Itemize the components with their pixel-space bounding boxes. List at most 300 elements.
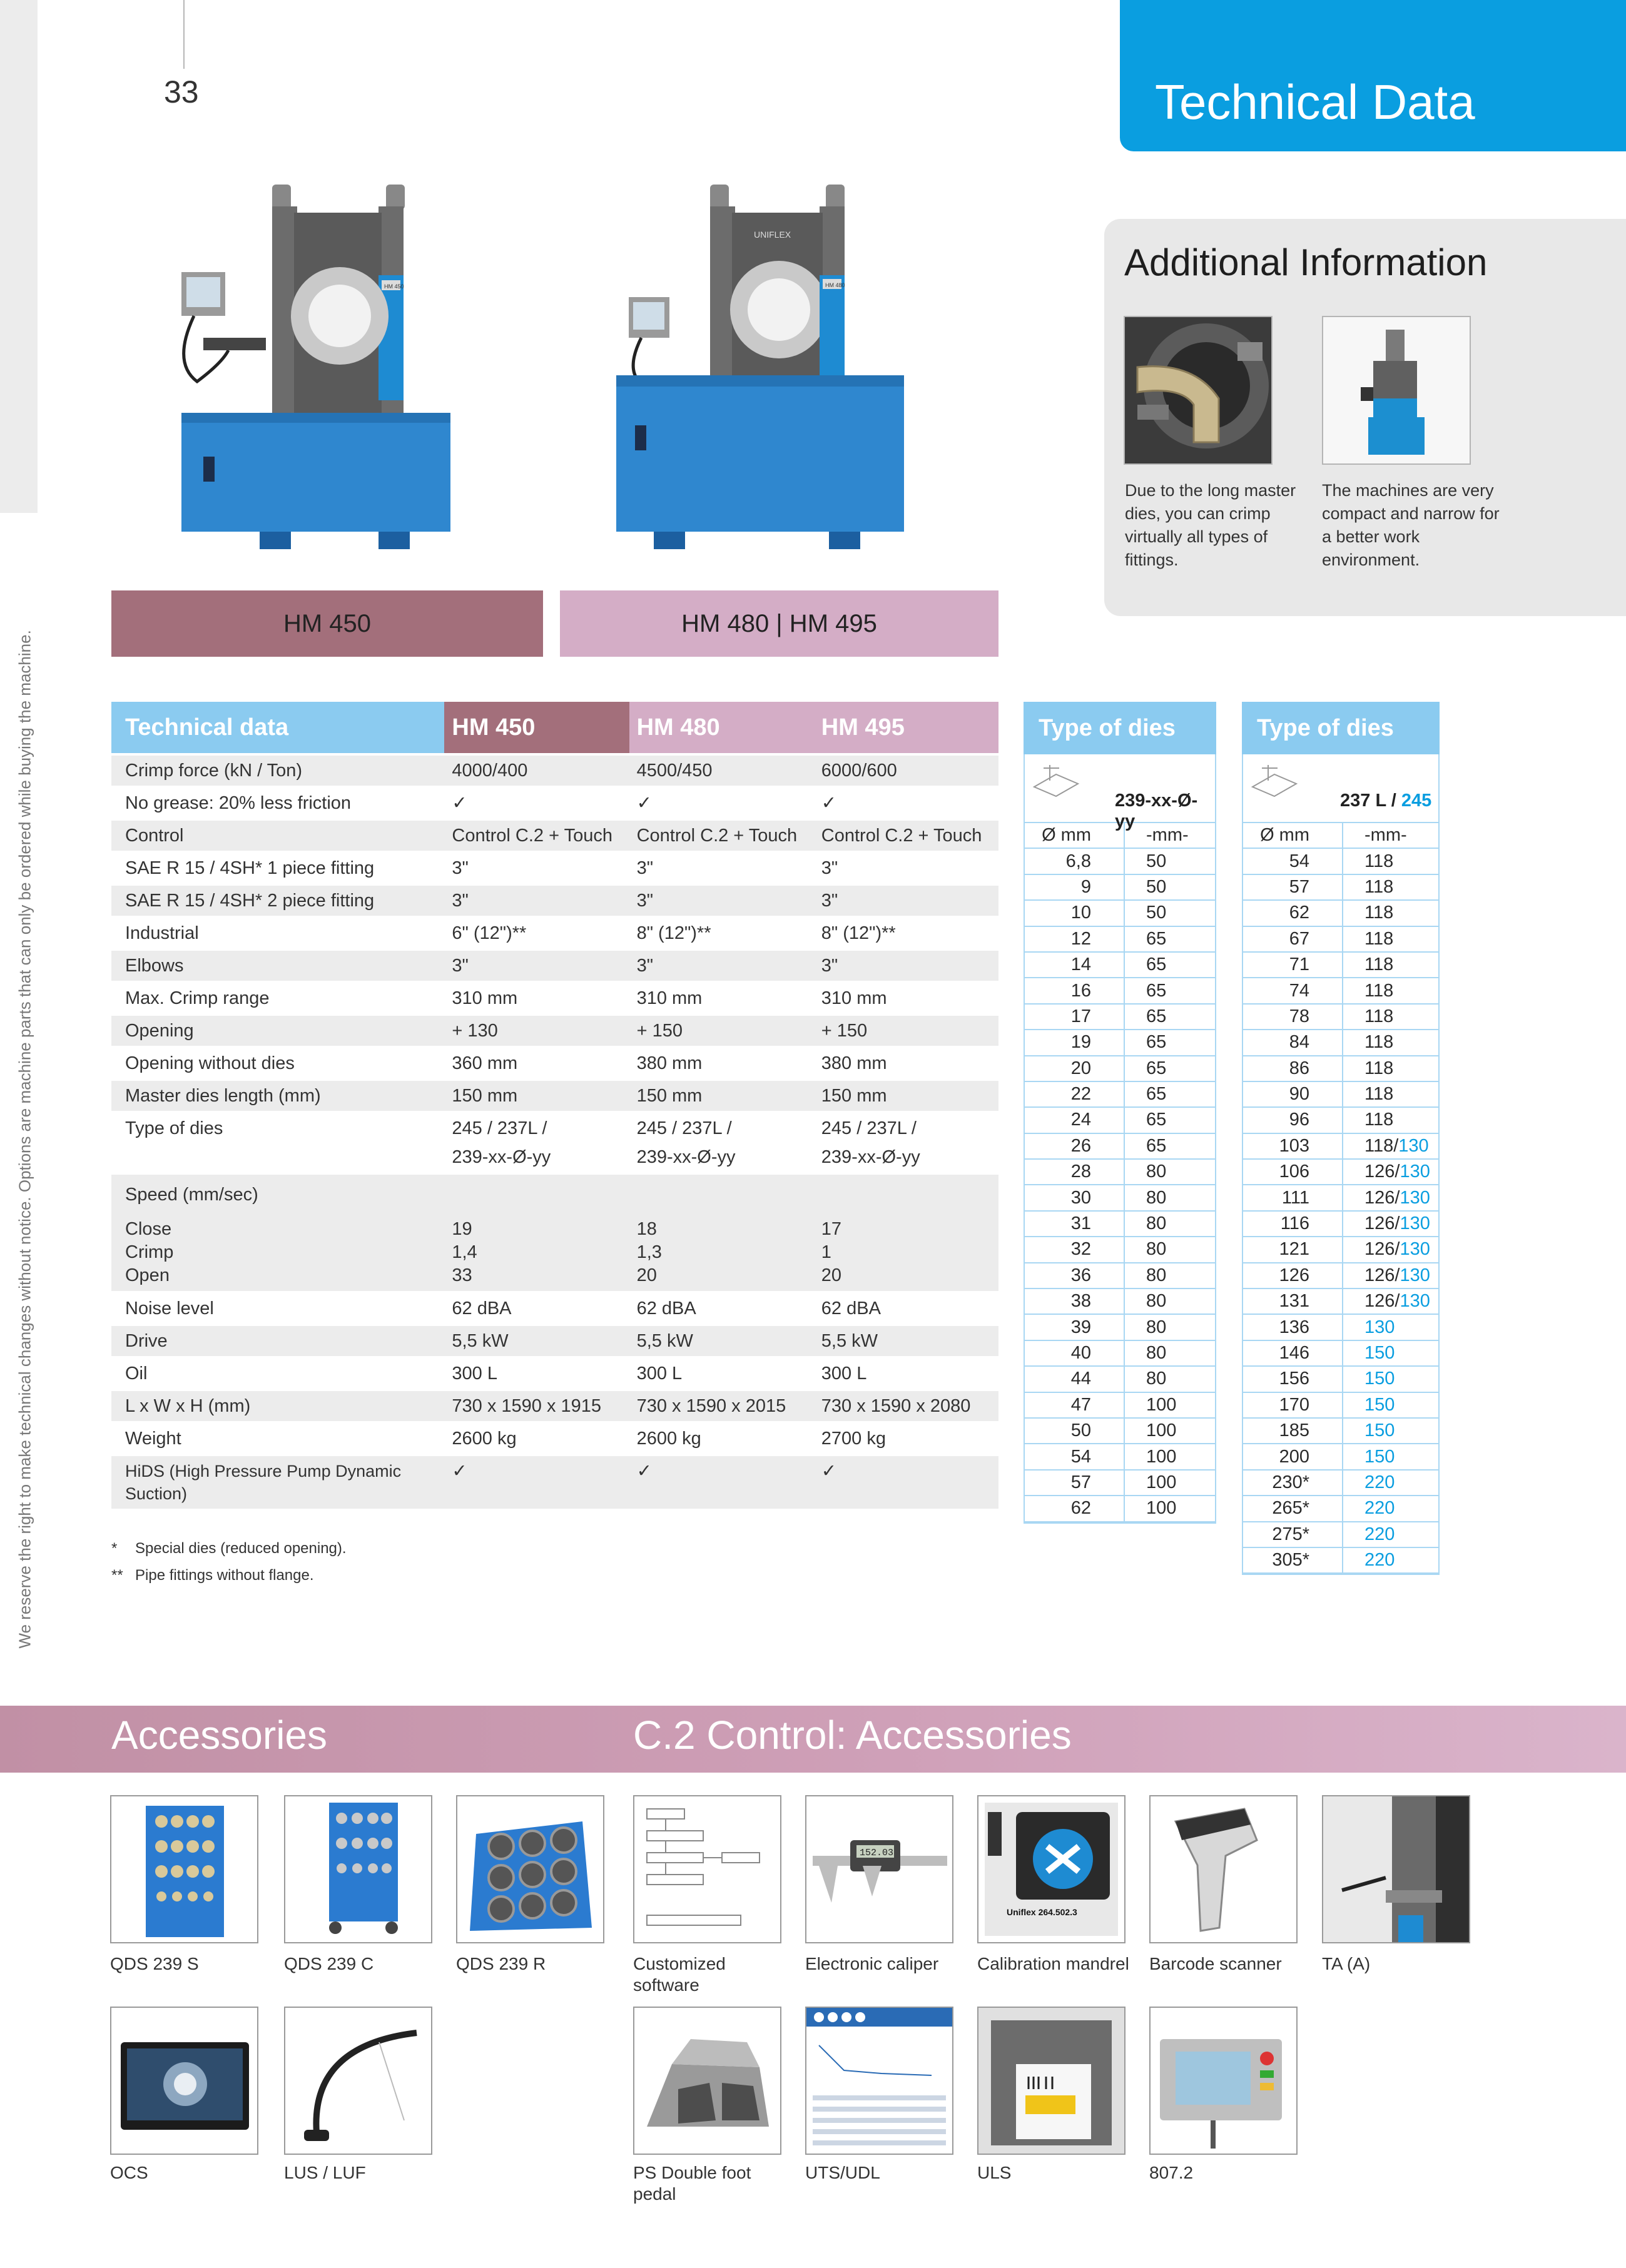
dies-length-237l: 118	[1364, 928, 1394, 949]
dies-line1: 245 / 237L /	[452, 1118, 547, 1138]
dies-length: 80	[1146, 1187, 1167, 1208]
dies-diameter: 32	[1025, 1237, 1125, 1262]
accessory-label: QDS 239 S	[110, 1954, 199, 1973]
dies-diameter: 106	[1243, 1160, 1343, 1184]
tool-arm-icon	[1322, 1795, 1470, 1943]
dies-length	[1343, 1393, 1438, 1417]
dies-row	[1243, 875, 1438, 901]
dies-length: 65	[1146, 1032, 1167, 1053]
row-label: Elbows	[111, 949, 444, 982]
dies-diameter: 20	[1025, 1056, 1125, 1081]
calibration-caption: Uniflex 264.502.3	[1007, 1907, 1077, 1917]
table-row-dies	[111, 1112, 998, 1173]
dies-code-b: 245	[1401, 791, 1432, 811]
dies-col2: -mm-	[1364, 825, 1407, 846]
dies-length	[1343, 1134, 1438, 1158]
row-label: Oil	[111, 1357, 444, 1390]
row-value	[444, 1173, 629, 1292]
dies-length: 100	[1146, 1446, 1177, 1467]
dies-length: 80	[1146, 1265, 1167, 1285]
dies-length	[1343, 1522, 1438, 1547]
dies-length-separator: /	[1393, 1135, 1399, 1156]
table-row	[111, 754, 998, 787]
dies-length-245: 130	[1400, 1239, 1430, 1260]
table-row	[111, 1325, 998, 1357]
row-value: 310 mm	[444, 982, 629, 1015]
dies-length	[1343, 1082, 1438, 1106]
dies-diameter: 136	[1243, 1315, 1343, 1339]
dies-diameter: 30	[1025, 1185, 1125, 1210]
dies-table-239	[1024, 702, 1216, 1524]
dies-diameter: 156	[1243, 1367, 1343, 1391]
control-panel-icon	[1149, 2007, 1298, 2155]
dies-row	[1243, 927, 1438, 953]
row-value: 300 L	[444, 1357, 629, 1390]
accessory-label: Barcode scanner	[1149, 1954, 1282, 1973]
table-row	[111, 787, 998, 819]
hm480-panel-label: HM 480	[825, 282, 845, 288]
table-row	[111, 982, 998, 1015]
row-value: 150 mm	[814, 1080, 998, 1112]
chart-software-icon	[805, 2007, 953, 2155]
dies-row	[1243, 978, 1438, 1004]
dies-length	[1343, 1056, 1438, 1081]
accessory-item-calibration-mandrel[interactable]	[977, 1795, 1134, 1975]
accessory-item-uts-udl[interactable]	[805, 2007, 962, 2184]
table-row	[111, 1292, 998, 1325]
dies-length	[1343, 978, 1438, 1003]
dies-length-237l: 126	[1364, 1187, 1395, 1208]
row-label: Control	[111, 819, 444, 852]
dies-line2: 239-xx-Ø-yy	[821, 1147, 920, 1167]
row-value	[444, 1112, 629, 1173]
row-value: Control C.2 + Touch	[444, 819, 629, 852]
dies-length-245: 220	[1364, 1524, 1395, 1544]
dies-row	[1025, 1315, 1215, 1340]
row-value: 3"	[444, 884, 629, 917]
table-row-speed	[111, 1173, 998, 1292]
header-hm480: HM 480	[629, 702, 814, 754]
hm450-label-bar	[111, 590, 543, 657]
dies-diameter: 185	[1243, 1419, 1343, 1443]
accessory-label: QDS 239 R	[456, 1954, 546, 1973]
header-technical-data: Technical data	[111, 702, 444, 754]
dies-row	[1025, 1367, 1215, 1392]
dies-row	[1243, 1082, 1438, 1108]
row-value: Control C.2 + Touch	[629, 819, 814, 852]
dies-length: 100	[1146, 1420, 1177, 1441]
row-value: 62 dBA	[629, 1292, 814, 1325]
dies-row	[1025, 1185, 1215, 1211]
dies-row	[1243, 1160, 1438, 1185]
dies-length	[1343, 849, 1438, 873]
row-value: 3"	[814, 949, 998, 982]
dies-diameter: 275*	[1243, 1522, 1343, 1547]
dies-length: 50	[1146, 851, 1167, 871]
die-drawing-icon	[1249, 762, 1299, 806]
dies-length	[1343, 1108, 1438, 1132]
hm450-label: HM 450	[283, 609, 372, 637]
dies-length-245: 220	[1364, 1550, 1395, 1571]
dies-code-a: 237 L	[1340, 791, 1386, 811]
barcode-scanner-icon	[1149, 1795, 1298, 1943]
dies-length-237l: 118	[1364, 903, 1394, 923]
dies-length	[1343, 1289, 1438, 1314]
speed-sub-label: Close	[125, 1219, 172, 1239]
dies-length	[1343, 1367, 1438, 1391]
dies-row	[1025, 1056, 1215, 1082]
accessory-label: UTS/UDL	[805, 2163, 880, 2182]
info-text-1: Due to the long master dies, you can crimp virtually all types of fittings.	[1125, 481, 1296, 569]
table-row	[111, 1390, 998, 1422]
dies-diameter: 71	[1243, 953, 1343, 977]
dies-diameter: 31	[1025, 1212, 1125, 1236]
dies-length	[1343, 1030, 1438, 1055]
header-hm450: HM 450	[444, 702, 629, 754]
row-label: Drive	[111, 1325, 444, 1357]
accessory-label: Calibration mandrel	[977, 1954, 1129, 1973]
dies-length: 100	[1146, 1394, 1177, 1415]
dies-row	[1025, 901, 1215, 926]
dies-length: 80	[1146, 1317, 1167, 1337]
row-value: ✓	[814, 787, 998, 819]
dies-diameter: 111	[1243, 1185, 1343, 1210]
dies-row	[1025, 1444, 1215, 1470]
row-label: Max. Crimp range	[111, 982, 444, 1015]
dies-diameter: 230*	[1243, 1471, 1343, 1495]
dies-diameter: 131	[1243, 1289, 1343, 1314]
dies-length-237l: 118	[1364, 954, 1394, 975]
row-value	[814, 1112, 998, 1173]
row-value: 380 mm	[629, 1047, 814, 1080]
dies-row	[1025, 849, 1215, 874]
row-value: 3"	[444, 949, 629, 982]
dies-length	[1343, 953, 1438, 977]
technical-data-banner	[1120, 0, 1626, 151]
speed-value: 19	[452, 1219, 472, 1239]
dies-row	[1243, 849, 1438, 874]
dies-diameter: 39	[1025, 1315, 1125, 1339]
accessory-item-807-2[interactable]	[1149, 2007, 1306, 2184]
dies-row	[1243, 1108, 1438, 1133]
row-value: 310 mm	[629, 982, 814, 1015]
dies-row	[1025, 1393, 1215, 1419]
dies-length-245: 150	[1364, 1420, 1395, 1441]
row-label: SAE R 15 / 4SH* 1 piece fitting	[111, 852, 444, 884]
row-value: 3"	[629, 884, 814, 917]
dies-length-237l: 118	[1364, 851, 1394, 871]
dies-diameter: 12	[1025, 927, 1125, 951]
table-row	[111, 1047, 998, 1080]
dies-length: 65	[1146, 954, 1167, 975]
dies-row	[1243, 1263, 1438, 1289]
row-value: 730 x 1590 x 2015	[629, 1390, 814, 1422]
dies-row	[1243, 1496, 1438, 1522]
dies-row	[1025, 1263, 1215, 1289]
accessory-item-uls[interactable]	[977, 2007, 1134, 2184]
accessory-label: 807.2	[1149, 2163, 1194, 2182]
dies-length-245: 150	[1364, 1446, 1395, 1467]
dies-diameter: 57	[1025, 1471, 1125, 1495]
row-value: 2700 kg	[814, 1422, 998, 1455]
left-margin-strip	[0, 0, 38, 513]
accessory-item-ta-a[interactable]	[1322, 1795, 1478, 1975]
dies-row	[1243, 1056, 1438, 1082]
row-value: 3"	[814, 852, 998, 884]
table-row	[111, 1455, 998, 1509]
dies-diameter: 103	[1243, 1134, 1343, 1158]
row-label: HiDS (High Pressure Pump Dynamic Suction)	[111, 1455, 444, 1509]
dies-header-row	[1243, 823, 1438, 849]
dies-length-237l: 126	[1364, 1265, 1395, 1285]
dies-length-245: 130	[1400, 1187, 1430, 1208]
dies-diameter: 28	[1025, 1160, 1125, 1184]
dies-length-245: 150	[1364, 1369, 1395, 1389]
row-value: 360 mm	[444, 1047, 629, 1080]
dies-length-237l: 126	[1364, 1213, 1395, 1234]
dies-length-separator: /	[1395, 1291, 1400, 1312]
dies-grid	[1024, 823, 1216, 1524]
dies-length: 65	[1146, 1110, 1167, 1130]
dies-length-245: 130	[1400, 1162, 1430, 1182]
row-label: SAE R 15 / 4SH* 2 piece fitting	[111, 884, 444, 917]
accessory-item-barcode-scanner[interactable]	[1149, 1795, 1306, 1975]
accessory-label: QDS 239 C	[284, 1954, 374, 1973]
dies-row	[1025, 1108, 1215, 1133]
dies-row	[1025, 1005, 1215, 1030]
dies-row	[1243, 1315, 1438, 1340]
accessory-item-qds239s[interactable]	[110, 1795, 267, 1975]
dies-row	[1243, 1471, 1438, 1496]
table-row	[111, 1357, 998, 1390]
row-value: 62 dBA	[814, 1292, 998, 1325]
dies-length-separator: /	[1395, 1162, 1400, 1182]
dies-diameter: 54	[1025, 1444, 1125, 1469]
camera-monitor-icon	[110, 2007, 258, 2155]
dies-length-237l: 118	[1364, 1006, 1394, 1026]
row-value: 2600 kg	[444, 1422, 629, 1455]
dies-row	[1243, 1548, 1438, 1574]
dies-table-header: Type of dies	[1024, 702, 1216, 754]
dies-row	[1243, 1341, 1438, 1367]
dies-length: 80	[1146, 1369, 1167, 1389]
speed-value: 33	[452, 1265, 472, 1285]
row-label: Industrial	[111, 917, 444, 949]
speed-value: 1	[821, 1242, 831, 1262]
dies-code: 239-xx-Ø-yy	[1115, 791, 1198, 831]
accessory-item-electronic-caliper[interactable]	[805, 1795, 962, 1975]
row-value: 5,5 kW	[444, 1325, 629, 1357]
row-value: Control C.2 + Touch	[814, 819, 998, 852]
dies-diameter: 116	[1243, 1212, 1343, 1236]
dies-length: 50	[1146, 903, 1167, 923]
accessory-item-qds239r[interactable]	[456, 1795, 612, 1975]
accessory-item-lus-luf[interactable]	[284, 2007, 440, 2184]
row-label: L x W x H (mm)	[111, 1390, 444, 1422]
dies-row	[1025, 1030, 1215, 1056]
accessory-label: Customized software	[633, 1954, 726, 1995]
row-value: 4500/450	[629, 754, 814, 787]
hm480-hm495-label-bar	[560, 590, 998, 657]
dies-diameter: 57	[1243, 875, 1343, 899]
footnote-text: Pipe fittings without flange.	[135, 1567, 314, 1584]
hm480-machine-image	[604, 175, 917, 569]
dies-row	[1243, 1367, 1438, 1392]
row-value: ✓	[444, 1455, 629, 1509]
table-row	[111, 917, 998, 949]
dies-diameter: 146	[1243, 1341, 1343, 1365]
dies-table-header: Type of dies	[1242, 702, 1440, 754]
dies-length-245: 150	[1364, 1343, 1395, 1363]
accessory-item-qds239c[interactable]	[284, 1795, 440, 1975]
dies-diameter: 126	[1243, 1263, 1343, 1288]
table-row	[111, 852, 998, 884]
speed-value: 17	[821, 1219, 842, 1239]
footnote-1	[111, 1540, 347, 1557]
technical-data-table	[111, 702, 998, 1509]
header-hm495: HM 495	[814, 702, 998, 754]
side-note: We reserve the right to make technical changes without notice. Options are machine parts that can only be ordered while buying the machine.	[15, 630, 34, 1649]
dies-length-237l: 118	[1364, 1058, 1394, 1078]
caliper-readout: 152.03	[860, 1848, 894, 1858]
hm450-panel-label: HM 450	[384, 283, 404, 290]
hm480-brand-label: UNIFLEX	[754, 230, 791, 240]
dies-length-245: 130	[1400, 1291, 1430, 1312]
dies-length: 80	[1146, 1213, 1167, 1234]
dies-length: 100	[1146, 1472, 1177, 1492]
row-value: 8" (12")**	[814, 917, 998, 949]
accessory-label: LUS / LUF	[284, 2163, 366, 2182]
dies-row	[1243, 1419, 1438, 1444]
dies-length	[1343, 1419, 1438, 1443]
dies-row	[1243, 953, 1438, 978]
dies-length-245: 130	[1398, 1135, 1429, 1156]
row-value: 4000/400	[444, 754, 629, 787]
dies-line1: 245 / 237L /	[821, 1118, 917, 1138]
dies-code-cell	[1242, 754, 1440, 823]
dies-row	[1025, 1289, 1215, 1315]
table-row	[111, 1422, 998, 1455]
row-label: Opening	[111, 1015, 444, 1047]
dies-row	[1025, 953, 1215, 978]
dies-diameter: 200	[1243, 1444, 1343, 1469]
dies-row	[1243, 1030, 1438, 1056]
dies-length	[1343, 1212, 1438, 1236]
dies-length	[1343, 1341, 1438, 1365]
page-number: 33	[164, 74, 199, 109]
dies-diameter: 121	[1243, 1237, 1343, 1262]
row-value: 310 mm	[814, 982, 998, 1015]
c2-accessories-title: C.2 Control: Accessories	[633, 1713, 1072, 1758]
row-value: 730 x 1590 x 2080	[814, 1390, 998, 1422]
row-label	[111, 1173, 444, 1292]
table-row	[111, 949, 998, 982]
dies-diameter: 170	[1243, 1393, 1343, 1417]
dies-diameter: 26	[1025, 1134, 1125, 1158]
caliper-icon	[805, 1795, 953, 1943]
dies-length: 80	[1146, 1343, 1167, 1363]
dies-length: 65	[1146, 980, 1167, 1001]
dies-length-245: 130	[1400, 1265, 1430, 1285]
row-label: Opening without dies	[111, 1047, 444, 1080]
dies-diameter: 40	[1025, 1341, 1125, 1365]
row-value: 300 L	[629, 1357, 814, 1390]
row-label: Type of dies	[111, 1112, 444, 1173]
row-value: 6" (12")**	[444, 917, 629, 949]
dies-row	[1243, 1005, 1438, 1030]
dies-length-245: 130	[1364, 1317, 1395, 1337]
table-row	[111, 1015, 998, 1047]
row-label: Crimp force (kN / Ton)	[111, 754, 444, 787]
row-value: ✓	[629, 787, 814, 819]
dies-length-237l: 118	[1364, 980, 1394, 1001]
dies-col1: Ø mm	[1243, 823, 1343, 848]
dies-diameter: 54	[1243, 849, 1343, 873]
dies-diameter: 84	[1243, 1030, 1343, 1055]
accessory-item-ocs[interactable]	[110, 2007, 267, 2184]
dies-length	[1343, 927, 1438, 951]
row-label: Noise level	[111, 1292, 444, 1325]
accessory-label: TA (A)	[1322, 1954, 1371, 1973]
dies-length	[1343, 1548, 1438, 1572]
dies-row	[1243, 1212, 1438, 1237]
dies-table-237-245	[1242, 702, 1440, 1575]
mandrel-icon	[977, 1795, 1125, 1943]
dies-diameter: 44	[1025, 1367, 1125, 1391]
accessory-item-ps-double-foot-pedal[interactable]	[633, 2007, 790, 2205]
dies-length: 50	[1146, 876, 1167, 897]
hm480-hm495-label: HM 480 | HM 495	[681, 609, 877, 637]
dies-length	[1343, 1444, 1438, 1469]
dies-diameter: 62	[1243, 901, 1343, 925]
die-storage-rack-icon	[110, 1795, 258, 1943]
die-rack-icon	[456, 1795, 604, 1943]
dies-row	[1025, 1341, 1215, 1367]
row-value: 380 mm	[814, 1047, 998, 1080]
dies-line2: 239-xx-Ø-yy	[636, 1147, 736, 1167]
dies-length-separator: /	[1395, 1265, 1400, 1285]
table-row	[111, 819, 998, 852]
dies-row	[1025, 1237, 1215, 1263]
dies-diameter: 90	[1243, 1082, 1343, 1106]
dies-length-237l: 126	[1364, 1162, 1395, 1182]
row-label: Weight	[111, 1422, 444, 1455]
row-value: 5,5 kW	[814, 1325, 998, 1357]
dies-length: 80	[1146, 1291, 1167, 1312]
dies-code-sep: /	[1386, 791, 1401, 811]
software-flowchart-icon	[633, 1795, 781, 1943]
footnote-text: Special dies (reduced opening).	[135, 1540, 347, 1557]
speed-value: 1,4	[452, 1242, 477, 1262]
accessory-item-customized-software[interactable]	[633, 1795, 790, 1996]
dies-length: 80	[1146, 1239, 1167, 1260]
row-value: 3"	[814, 884, 998, 917]
additional-info-title: Additional Information	[1124, 241, 1488, 283]
dies-length	[1343, 1237, 1438, 1262]
dies-row	[1025, 1134, 1215, 1160]
row-value	[629, 1173, 814, 1292]
row-value: 3"	[629, 852, 814, 884]
dies-row	[1025, 1160, 1215, 1185]
label-printer-icon	[977, 2007, 1125, 2155]
dies-row	[1025, 1082, 1215, 1108]
footnote-2	[111, 1567, 314, 1584]
row-value: ✓	[629, 1455, 814, 1509]
dies-line2: 239-xx-Ø-yy	[452, 1147, 551, 1167]
accessory-label: OCS	[110, 2163, 148, 2182]
row-value	[814, 1173, 998, 1292]
lamp-icon	[284, 2007, 432, 2155]
